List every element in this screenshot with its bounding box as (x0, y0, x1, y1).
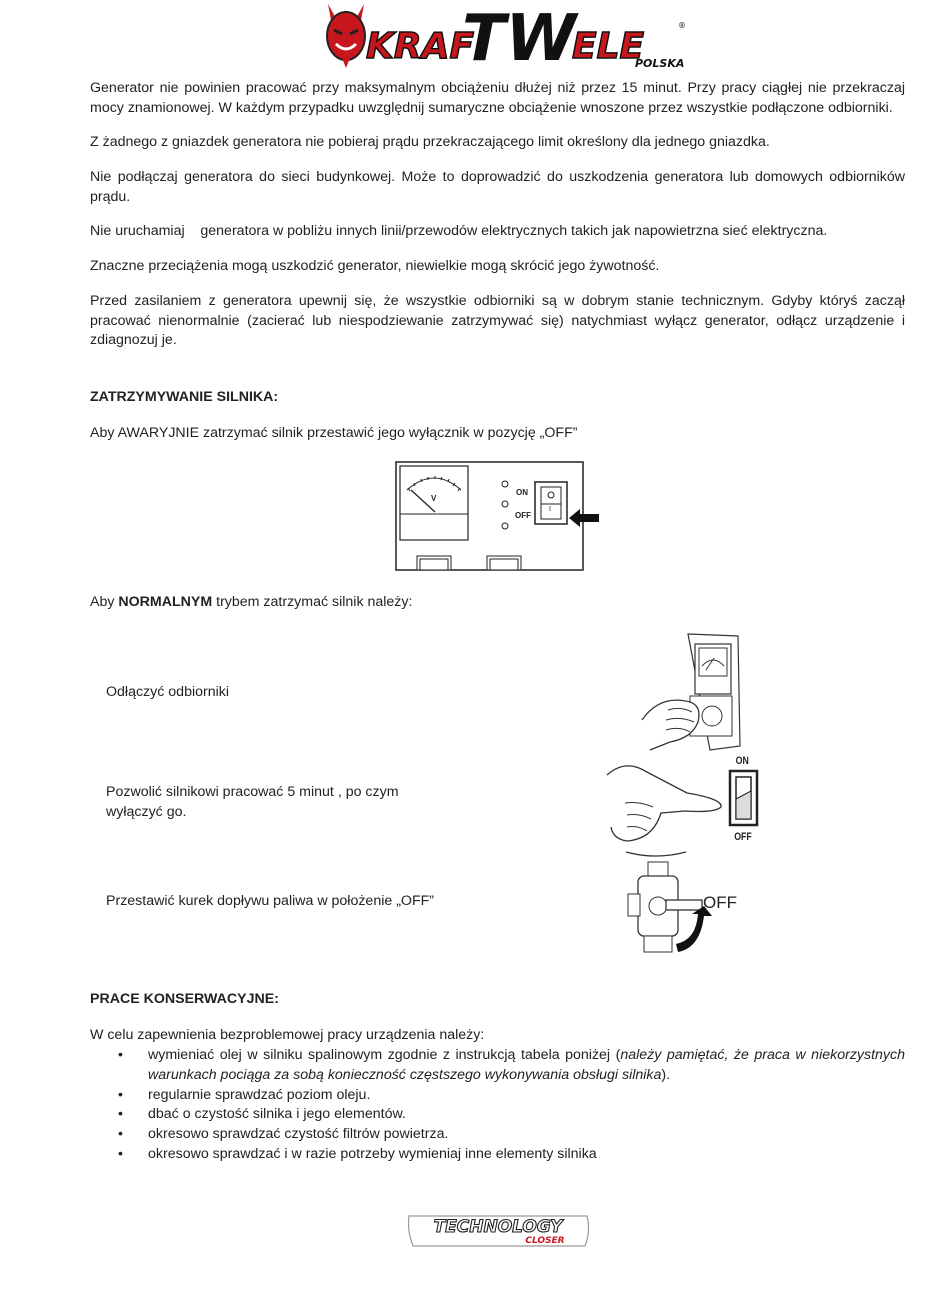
maintenance-list (90, 1046, 905, 1165)
step-fuel-valve: Przestawić kurek dopływu paliwa w położenie „OFF” (106, 893, 435, 909)
meter-label: V (431, 494, 437, 503)
valve-off-label: OFF (703, 893, 737, 912)
svg-text:®: ® (678, 21, 686, 30)
unplug-illustration (640, 630, 750, 755)
list-item: • okresowo sprawdzać czystość filtrów powietrza. (118, 1126, 449, 1143)
list-item: • wymieniać olej w silniku spalinowym zgodnie z instrukcją tabela poniżej (należy pamiętać, że praca w niekorzystnych warunkach pociąga za sobą konieczność częstszego wykonywania obsługi silnika). (118, 1047, 906, 1083)
normal-stop-bold: NORMALNYM (118, 594, 213, 610)
kraftwele-logo (320, 0, 690, 70)
panel-on-label: ON (516, 488, 528, 497)
maintenance-intro: W celu zapewnienia bezproblemowej pracy urządzenia należy: (90, 1027, 485, 1043)
switch-press-illustration (605, 755, 765, 850)
paragraph-max-load: Generator nie powinien pracować przy maksymalnym obciążeniu dłużej niż przez 15 minut. Przy pracy ciągłej nie przekraczaj mocy znamionowej. W każdym przypadku uwzględnij sumaryczne obciążenie wnoszone przez wszystkie podłączone odbiorniki. (90, 80, 905, 116)
paragraph-socket-limit: Z żadnego z gniazdek generatora nie pobieraj prądu przekraczającego limit określony dla jednego gniazdka. (90, 134, 770, 150)
footer-logo-main: TECHNOLOGY (433, 1217, 563, 1237)
paragraph-building-grid: Nie podłączaj generatora do sieci budynkowej. Może to doprowadzić do uszkodzenia generatora lub domowych odbiorników prądu. (90, 169, 905, 205)
step-disconnect: Odłączyć odbiorniki (106, 684, 230, 700)
step-run-5-min: Pozwolić silnikowi pracować 5 minut , po czym wyłączyć go. (106, 784, 399, 820)
logo-kraf-text: KRAF (366, 26, 475, 67)
emergency-stop-text: Aby AWARYJNIE zatrzymać silnik przestawić jego wyłącznik w pozycję „OFF” (90, 425, 578, 441)
list-item: • dbać o czystość silnika i jego elementów. (118, 1106, 406, 1123)
switch-on-label: ON (735, 755, 749, 767)
normal-stop-text: Aby NORMALNYM trybem zatrzymać silnik należy: (90, 594, 413, 610)
voltmeter-icon (400, 466, 468, 540)
paragraph-power-lines: Nie uruchamiaj generatora w pobliżu innych linii/przewodów elektrycznych takich jak napowietrzna sieć elektryczna. (90, 223, 828, 239)
stop-engine-heading: ZATRZYMYWANIE SILNIKA: (90, 389, 279, 405)
footer-logo-sub: CLOSER (525, 1236, 565, 1246)
maintenance-heading: PRACE KONSERWACYJNE: (90, 991, 279, 1007)
list-item: • regularnie sprawdzać poziom oleju. (118, 1086, 371, 1103)
list-item: • okresowo sprawdzać i w razie potrzeby wymieniaj inne elementy silnika (118, 1145, 597, 1162)
switch-off-label: OFF (734, 831, 752, 843)
technology-closer-logo (405, 1214, 591, 1248)
paragraph-overload: Znaczne przeciążenia mogą uszkodzić generator, niewielkie mogą skrócić jego żywotność. (90, 258, 660, 274)
devil-mascot-icon (320, 0, 690, 70)
switch-mark: I (549, 506, 551, 513)
paragraph-check-devices: Przed zasilaniem z generatora upewnij się, że wszystkie odbiorniki są w dobrym stanie technicznym. Gdyby któryś zaczął pracować nienormalnie (zacierać lub niespodziewanie zatrzymywać się) natychmiast wyłącz generator, odłącz urządzenie i zdiagnozuj je. (90, 293, 905, 348)
panel-off-label: OFF (515, 511, 531, 520)
logo-ele-text: ELE (572, 26, 645, 67)
logo-tw-text: TW (462, 2, 577, 70)
logo-polska-text: POLSKA (635, 57, 685, 70)
fuel-valve-illustration (620, 848, 770, 956)
control-panel-diagram (395, 460, 605, 572)
